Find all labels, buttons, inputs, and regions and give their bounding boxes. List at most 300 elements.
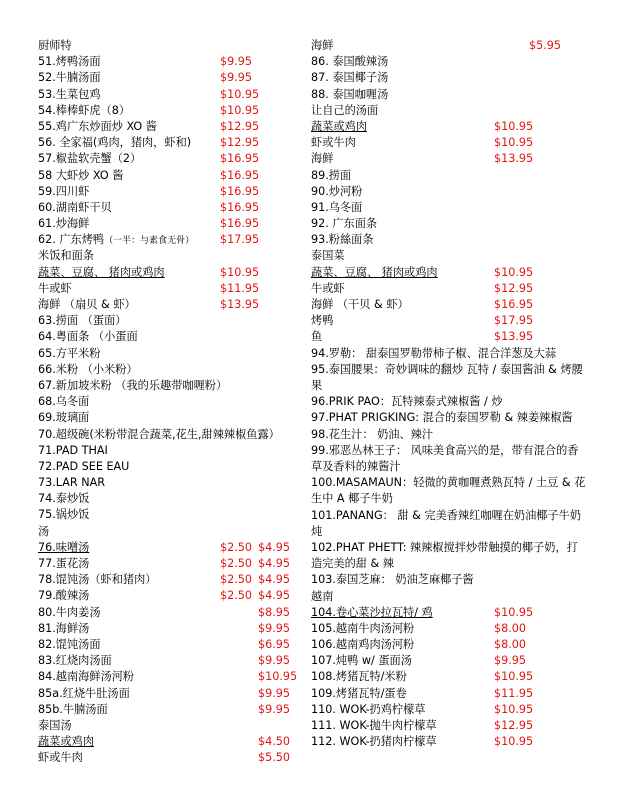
item-name [38, 103, 130, 119]
menu-item [38, 750, 300, 766]
item-name [38, 540, 89, 556]
item-name [311, 734, 437, 750]
item-name-text: 蔬菜或鸡肉 [38, 735, 94, 749]
item-name-text: 101.PANANG： 甜 & 完美香辣红咖喱在奶油椰子牛奶炖 [311, 508, 582, 538]
menu-item [311, 70, 587, 86]
item-name-text: 蔬菜或鸡肉 [311, 119, 367, 133]
item-price: $16.95 [220, 184, 260, 198]
menu-item [311, 540, 587, 572]
item-name [311, 669, 407, 685]
item-name-text: 海鲜 （干贝 & 虾） [311, 298, 409, 311]
item-name [38, 313, 126, 329]
menu-item [38, 540, 300, 556]
item-name [38, 248, 94, 264]
item-name-text: 海鲜 [311, 152, 334, 166]
item-name [311, 216, 377, 232]
menu-item [311, 394, 587, 410]
menu-item [311, 734, 587, 750]
menu-item [38, 475, 300, 491]
item-name-text: 蔬菜、豆腐、 猪肉或鸡肉 [311, 265, 438, 279]
menu-item [311, 216, 587, 232]
item-name-text: 55.鸡广东炒面炒 XO 酱 [38, 119, 157, 133]
item-name [38, 265, 165, 281]
item-name-text: 越南 [311, 589, 334, 603]
item-name-text: 100.MASAMAUN：轻微的黄咖喱煮熟瓦特 / 土豆 & 花生中 A 椰子牛奶 [311, 476, 586, 506]
item-name-text: 让自己的汤面 [311, 103, 379, 117]
item-price: $2.50 [220, 589, 253, 603]
item-price: $12.95 [494, 281, 534, 295]
item-name [311, 184, 362, 200]
item-name [311, 103, 378, 119]
menu-item [38, 394, 300, 410]
item-name-text: 112. WOK-扔猪肉柠檬草 [311, 735, 437, 749]
item-name-text: 97.PHAT PRIGKING: 混合的泰国罗勒 & 辣姜辣椒酱 [311, 411, 573, 425]
section-heading [38, 38, 300, 54]
item-name-text: 108.烤猪瓦特/米粉 [311, 670, 407, 684]
item-name [38, 87, 101, 103]
item-price: $12.95 [220, 119, 260, 133]
menu-item [311, 151, 587, 167]
item-name [311, 200, 362, 216]
item-name-text: 80.牛肉姜汤 [38, 605, 101, 619]
item-name-text: 99.邪恶丛林王子： 风味美食高兴的是，带有混合的香草及香料的辣酱汁 [311, 443, 579, 473]
item-name-text: 110. WOK-扔鸡柠檬草 [311, 702, 426, 716]
section-heading [311, 589, 587, 605]
menu-item [38, 459, 300, 475]
menu-item [311, 200, 587, 216]
item-name-text: 95.泰国腰果：奇妙调味的翻炒 瓦特 / 泰国酱油 & 烤腰果 [311, 362, 583, 392]
section-heading [38, 524, 300, 540]
item-name [38, 718, 72, 734]
item-name [38, 378, 227, 394]
item-price: $5.95 [529, 39, 562, 52]
item-price: $12.95 [220, 136, 260, 150]
menu-item [38, 151, 300, 167]
item-name-text: 78.馄饨汤（虾和猪肉） [38, 573, 157, 587]
item-name-text: 81.海鲜汤 [38, 621, 90, 635]
item-name-text: 92. 广东面条 [311, 217, 378, 231]
item-name-text: 鱼 [311, 330, 323, 344]
menu-item [38, 200, 300, 216]
item-name-text: 111. WOK-抛牛肉柠檬草 [311, 719, 437, 733]
item-name-text: 牛或虾 [38, 281, 72, 295]
item-name-text: 103.泰国芝麻： 奶油芝麻椰子酱 [311, 573, 474, 587]
item-price: $11.95 [220, 281, 260, 295]
item-price: $4.95 [258, 557, 291, 570]
item-name [38, 653, 112, 669]
item-note: （一半：与素食无骨） [104, 236, 195, 247]
menu-item [38, 87, 300, 103]
menu-item [38, 265, 300, 281]
item-name [311, 54, 388, 70]
item-name [38, 491, 89, 507]
item-name [38, 297, 136, 313]
item-price: $4.95 [258, 573, 291, 587]
item-price: $9.95 [220, 55, 253, 69]
section-heading [38, 248, 300, 264]
item-name [311, 346, 556, 362]
item-price: $10.95 [494, 265, 534, 279]
item-name [38, 410, 89, 426]
item-price: $9.95 [258, 621, 291, 635]
menu-item [38, 297, 300, 313]
item-price: $10.95 [494, 702, 534, 716]
item-name [38, 734, 94, 750]
item-price: $2.50 [220, 573, 253, 587]
item-name [311, 281, 345, 297]
item-name [38, 216, 89, 232]
menu-left-column [38, 38, 300, 766]
item-name [38, 394, 89, 410]
item-name-text: 79.酸辣汤 [38, 589, 90, 603]
item-name-text: 68.乌冬面 [38, 395, 90, 409]
item-name [311, 87, 388, 103]
item-name [311, 248, 345, 264]
item-name-text: 107.炖鸭 w/ 蛋面汤 [311, 654, 412, 668]
item-name-text: 泰国汤 [38, 718, 72, 732]
menu-item [311, 653, 587, 669]
item-name-text: 105.越南牛肉汤河粉 [311, 621, 415, 635]
item-name-text: 72.PAD SEE EAU [38, 459, 130, 473]
item-name [38, 427, 280, 443]
item-name [38, 281, 72, 297]
item-price: $8.00 [494, 621, 527, 635]
item-name-text: 58 大虾炒 XO 酱 [38, 168, 124, 182]
item-name [38, 556, 89, 572]
menu-item [311, 637, 587, 653]
item-name-text: 94.罗勒： 甜泰国罗勒带柿子椒、混合洋葱及大蒜 [311, 346, 557, 360]
item-price: $5.50 [258, 751, 291, 765]
item-price: $8.00 [494, 638, 527, 652]
item-name-text: 76.味噌汤 [38, 540, 90, 554]
item-price: $16.95 [220, 152, 260, 166]
item-price: $10.95 [220, 103, 260, 117]
menu-item [311, 297, 587, 313]
menu-item [38, 329, 300, 345]
item-price: $10.95 [494, 735, 534, 749]
menu-item [38, 378, 300, 394]
item-name [38, 588, 89, 604]
item-name [311, 572, 474, 588]
item-name-text: 厨师特 [38, 39, 72, 52]
item-name-text: 77.蛋花汤 [38, 557, 90, 570]
item-name [311, 297, 409, 313]
item-price: $16.95 [220, 168, 260, 182]
item-name-text: 85b.牛腩汤面 [38, 702, 108, 716]
item-name-text: 虾或牛肉 [38, 751, 83, 765]
section-heading [311, 103, 587, 119]
item-price: $9.95 [258, 686, 291, 700]
menu-item [311, 281, 587, 297]
menu-item [38, 637, 300, 653]
item-name [38, 443, 108, 459]
item-name-text: 66.米粉 （小米粉） [38, 362, 138, 376]
menu-item [38, 362, 300, 378]
menu-item [38, 507, 300, 523]
item-name [311, 168, 351, 184]
item-name-text: 90.炒河粉 [311, 184, 363, 198]
item-name-text: 63.捞面 （蛋面） [38, 314, 127, 328]
menu-item [38, 588, 300, 604]
item-name-text: 53.生菜包鸡 [38, 87, 101, 101]
menu-item [38, 135, 300, 151]
item-name [38, 459, 129, 475]
menu-item [311, 362, 587, 394]
item-name-text: 71.PAD THAI [38, 443, 108, 457]
item-name-text: 104.卷心菜沙拉瓦特/ 鸡 [311, 605, 433, 619]
menu-item [38, 103, 300, 119]
item-price: $16.95 [220, 200, 260, 214]
item-name [311, 718, 437, 734]
item-name [311, 329, 322, 345]
menu-item [311, 621, 587, 637]
menu-item [311, 410, 587, 426]
item-name-text: 102.PHAT PHETT: 辣辣椒搅拌炒带触摸的椰子奶，打造完美的甜 & 辣 [311, 540, 578, 571]
item-name-text: 93.粉絲面条 [311, 233, 374, 247]
item-price: $10.95 [494, 136, 534, 150]
menu-item [311, 54, 587, 70]
menu-item [38, 491, 300, 507]
item-name [311, 135, 356, 151]
item-name-text: 牛或虾 [311, 281, 345, 295]
item-name [311, 313, 333, 329]
item-name-text: 69.玻璃面 [38, 411, 90, 425]
menu-item [311, 686, 587, 702]
item-name-text: 73.LAR NAR [38, 476, 106, 490]
item-price: $13.95 [220, 298, 260, 311]
item-name [38, 135, 191, 151]
menu-item [38, 427, 300, 443]
item-price: $9.95 [494, 654, 527, 668]
item-price: $11.95 [494, 686, 534, 700]
item-name [38, 346, 101, 362]
menu-item [38, 702, 300, 718]
section-heading [38, 718, 300, 734]
item-name [311, 232, 374, 248]
menu-item [38, 556, 300, 572]
item-name [38, 362, 138, 378]
menu-item [38, 168, 300, 184]
item-name [38, 637, 101, 653]
menu-item [311, 329, 587, 345]
menu-item [38, 184, 300, 200]
menu-item [311, 313, 587, 329]
item-name-text: 海鲜 [311, 39, 334, 52]
menu-item [311, 135, 587, 151]
item-name [38, 605, 101, 621]
item-name [38, 329, 138, 345]
item-name [38, 151, 141, 167]
item-name-text: 74.泰炒饭 [38, 492, 90, 506]
menu-item [311, 572, 587, 588]
menu-item [311, 265, 587, 281]
item-name [311, 589, 333, 605]
menu-item [38, 70, 300, 86]
section-heading [311, 248, 587, 264]
menu-item [38, 119, 300, 135]
item-name [311, 362, 587, 394]
item-name [38, 119, 157, 135]
item-price: $12.95 [494, 719, 534, 733]
item-name [311, 394, 503, 410]
menu-item [38, 281, 300, 297]
menu-item [311, 232, 587, 248]
item-name-text: 米饭和面条 [38, 249, 94, 263]
item-price: $8.95 [258, 605, 291, 619]
menu-item [38, 572, 300, 588]
item-name [38, 184, 89, 200]
item-name-text: 烤鸭 [311, 314, 334, 328]
menu-item [38, 443, 300, 459]
item-price: $10.95 [258, 670, 298, 684]
item-name [38, 572, 156, 588]
menu-item [311, 87, 587, 103]
item-name [311, 686, 407, 702]
menu-item [311, 119, 587, 135]
menu-item [38, 54, 300, 70]
item-name [311, 410, 573, 426]
menu-item [311, 508, 587, 540]
item-price: $16.95 [220, 217, 260, 231]
menu-item [311, 184, 587, 200]
item-name [311, 443, 587, 475]
item-name [38, 702, 108, 718]
item-name-text: 86. 泰国酸辣汤 [311, 55, 389, 69]
menu-item [311, 669, 587, 685]
item-price: $10.95 [220, 265, 260, 279]
item-name [311, 637, 414, 653]
item-name-text: 88. 泰国咖喱汤 [311, 87, 389, 101]
item-name-text: 83.红烧肉汤面 [38, 654, 112, 668]
item-price: $13.95 [494, 330, 534, 344]
item-name-text: 91.乌冬面 [311, 200, 363, 214]
menu-item [311, 427, 587, 443]
item-price: $9.95 [220, 71, 253, 85]
item-name-text: 70.超级碗(米粉带混合蔬菜,花生,甜辣辣椒鱼露） [38, 427, 280, 441]
item-name [38, 669, 134, 685]
item-name-text: 56. 全家福(鸡肉，猪肉，虾和) [38, 136, 192, 150]
item-name-text: 虾或牛肉 [311, 136, 356, 150]
menu-item [311, 605, 587, 621]
item-name [38, 507, 89, 523]
item-price: $10.95 [494, 605, 534, 619]
item-name-text: 82.馄饨汤面 [38, 637, 101, 651]
item-name [311, 151, 333, 167]
item-name [311, 621, 414, 637]
item-name-text: 52.牛腩汤面 [38, 71, 101, 85]
item-price: $9.95 [258, 654, 291, 668]
item-name [38, 168, 123, 184]
item-name-text: 89.捞面 [311, 168, 352, 182]
item-name [38, 232, 194, 249]
item-name [38, 475, 105, 491]
menu-item [311, 443, 587, 475]
item-price: $16.95 [494, 298, 534, 311]
menu-item [311, 38, 587, 54]
item-price: $13.95 [494, 152, 534, 166]
item-price: $17.95 [220, 233, 260, 247]
item-price: $10.95 [494, 119, 534, 133]
item-price: $6.95 [258, 637, 291, 651]
menu-item [311, 718, 587, 734]
menu-item [38, 734, 300, 750]
item-name [38, 70, 101, 86]
item-price: $2.50 [220, 557, 253, 570]
item-name [311, 265, 438, 281]
item-name-text: 85a.红烧牛肚汤面 [38, 686, 130, 700]
menu-item [38, 232, 300, 248]
item-name [311, 38, 333, 54]
menu-item [38, 410, 300, 426]
item-name-text: 62. 广东烤鸭 [38, 233, 105, 247]
item-name-text: 海鲜 （扇贝 & 虾） [38, 298, 136, 311]
item-name [311, 70, 388, 86]
item-price: $10.95 [494, 670, 534, 684]
item-name-text: 蔬菜、豆腐、 猪肉或鸡肉 [38, 265, 165, 279]
item-name-text: 75.锅炒饭 [38, 508, 90, 522]
item-name [38, 38, 72, 54]
item-name-text: 87. 泰国椰子汤 [311, 71, 389, 85]
menu-item [311, 475, 587, 507]
item-price: $4.50 [258, 735, 291, 749]
item-name [311, 119, 367, 135]
item-name [311, 427, 433, 443]
item-name-text: 泰国菜 [311, 249, 345, 263]
menu-item [38, 686, 300, 702]
menu-item [311, 346, 587, 362]
menu-item [38, 653, 300, 669]
item-price: $9.95 [258, 702, 291, 716]
item-name-text: 51.烤鸭汤面 [38, 55, 101, 69]
item-name [311, 605, 433, 621]
menu-item [38, 669, 300, 685]
item-name [38, 54, 101, 70]
item-name [311, 702, 425, 718]
item-name [38, 621, 89, 637]
menu-right-column [311, 38, 587, 750]
menu-item [38, 216, 300, 232]
item-name-text: 96.PRIK PAO：瓦特辣泰式辣椒酱 / 炒 [311, 395, 503, 409]
item-name [38, 524, 49, 540]
item-name-text: 98.花生汁： 奶油、辣汁 [311, 427, 434, 441]
item-price: $4.95 [258, 589, 291, 603]
item-name-text: 59.四川虾 [38, 184, 90, 198]
item-name [311, 475, 587, 507]
item-name-text: 汤 [38, 524, 50, 538]
item-name-text: 54.棒棒虾虎（8） [38, 103, 131, 117]
item-name-text: 109.烤猪瓦特/蛋卷 [311, 686, 407, 700]
item-name-text: 61.炒海鲜 [38, 217, 90, 231]
menu-item [38, 605, 300, 621]
menu-item [311, 168, 587, 184]
item-price: $17.95 [494, 314, 534, 328]
item-name-text: 106.越南鸡肉汤河粉 [311, 638, 415, 652]
item-name-text: 65.方平米粉 [38, 346, 101, 360]
menu-item [38, 346, 300, 362]
item-name-text: 57.椒盐软壳蟹（2） [38, 152, 142, 166]
item-name [311, 508, 587, 540]
item-price: $10.95 [220, 87, 260, 101]
item-name-text: 84.越南海鲜汤河粉 [38, 670, 135, 684]
item-name-text: 67.新加坡米粉 （我的乐趣带咖喱粉） [38, 378, 228, 392]
menu-item [38, 313, 300, 329]
item-name [311, 540, 587, 572]
item-price: $4.95 [258, 540, 291, 554]
menu-item [311, 702, 587, 718]
menu-item [38, 621, 300, 637]
item-name [38, 686, 130, 702]
item-name [38, 750, 83, 766]
